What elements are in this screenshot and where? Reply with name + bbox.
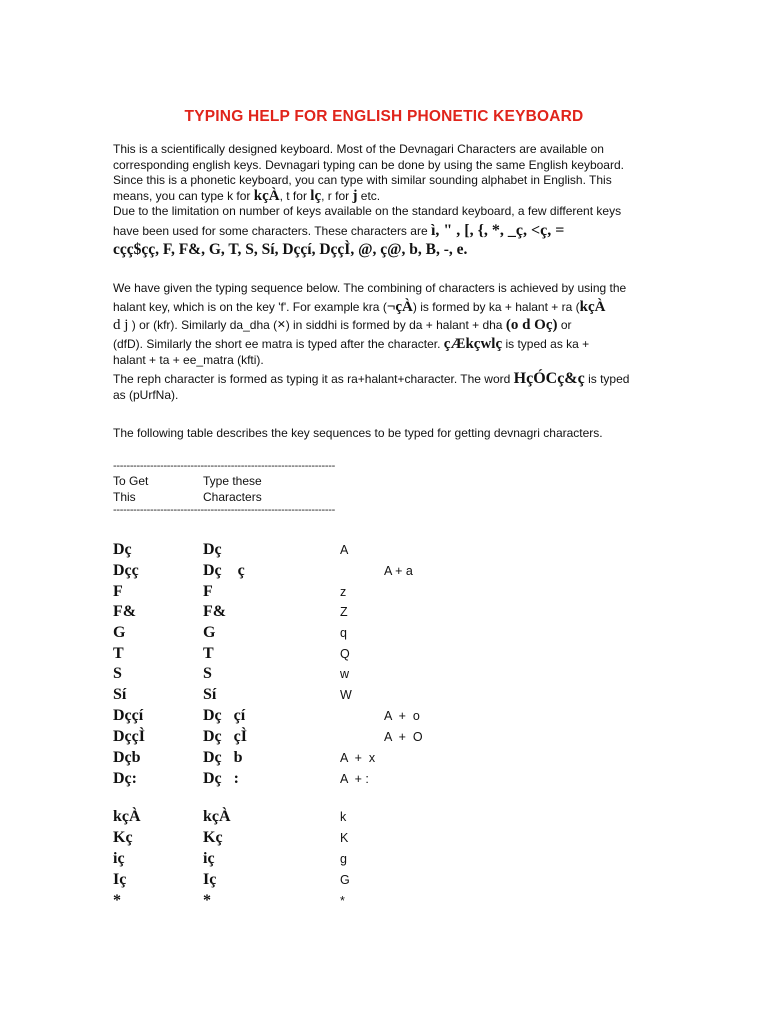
halant-text: ) or (kfr). Similarly da_dha ( bbox=[128, 318, 278, 332]
glyph-kra: ¬çÀ bbox=[386, 298, 413, 315]
cell-type: Dç ç bbox=[203, 562, 245, 579]
cell-type: Dç b bbox=[203, 749, 243, 766]
intro-line bbox=[113, 223, 653, 240]
glyph-ddha: × bbox=[277, 317, 286, 333]
cell-keys: * bbox=[340, 894, 345, 908]
halant-text: (dfD). Similarly the short ee matra is typed after the character. bbox=[113, 336, 444, 351]
cell-get: Kç bbox=[113, 829, 133, 846]
intro-text: means, you can type k for bbox=[113, 188, 254, 203]
intro-line: Since this is a phonetic keyboard, you can type with similar sounding alphabet in English. This bbox=[113, 173, 612, 187]
table-row bbox=[0, 770, 768, 790]
header-text: Type these bbox=[203, 474, 262, 488]
table-row bbox=[0, 728, 768, 748]
halant-line bbox=[113, 371, 653, 388]
intro-paragraph bbox=[113, 142, 653, 258]
intro-text: have been used for some characters. These characters are bbox=[113, 223, 431, 238]
cell-type: Dç çí bbox=[203, 707, 246, 724]
cell-keys: q bbox=[340, 626, 347, 640]
cell-get: Dç bbox=[113, 541, 132, 558]
glyph-da-halant-dha: (o d Oç) bbox=[505, 317, 558, 333]
halant-line bbox=[113, 317, 653, 334]
cell-keys: g bbox=[340, 852, 347, 866]
glyph-purna: HçÓCç&ç bbox=[513, 369, 585, 387]
header-text: Characters bbox=[203, 490, 262, 504]
table-row bbox=[0, 892, 768, 912]
cell-keys: k bbox=[340, 810, 347, 824]
cell-keys: A bbox=[340, 543, 349, 557]
separator-bottom: ------------------------------------------------------------------ bbox=[113, 504, 335, 516]
glyph-ra: j bbox=[352, 187, 358, 204]
cell-get: Dç: bbox=[113, 770, 137, 787]
glyph-ka: kçÀ bbox=[579, 298, 606, 315]
table-row bbox=[0, 871, 768, 891]
table-row bbox=[0, 624, 768, 644]
cell-get: kçÀ bbox=[113, 808, 141, 825]
cell-type: kçÀ bbox=[203, 808, 231, 825]
cell-keys: z bbox=[340, 585, 347, 599]
cell-get: Iç bbox=[113, 871, 127, 888]
cell-type: Dç çÌ bbox=[203, 728, 247, 745]
intro-line bbox=[113, 189, 653, 205]
cell-keys: Q bbox=[340, 647, 350, 661]
halant-line: We have given the typing sequence below. The combining of characters is achieved by using the bbox=[113, 281, 627, 295]
cell-keys: W bbox=[340, 688, 352, 702]
table-row bbox=[0, 665, 768, 685]
cell-keys: A + o bbox=[384, 709, 420, 723]
cell-keys: A + O bbox=[384, 730, 423, 744]
table-row bbox=[0, 829, 768, 849]
cell-type: iç bbox=[203, 850, 215, 867]
table-row bbox=[0, 686, 768, 706]
glyph-kti: çÆkçwlç bbox=[443, 335, 503, 352]
cell-get: S bbox=[113, 665, 122, 682]
intro-line: Due to the limitation on number of keys available on the standard keyboard, a few different keys bbox=[113, 204, 622, 218]
header-type-these bbox=[203, 473, 262, 505]
cell-type: Iç bbox=[203, 871, 217, 888]
halant-text: is typed as ka + bbox=[502, 336, 590, 351]
table-row bbox=[0, 808, 768, 828]
cell-get: Dçb bbox=[113, 749, 141, 766]
cell-type: F& bbox=[203, 603, 227, 620]
cell-keys: A + a bbox=[384, 564, 413, 578]
cell-get: G bbox=[113, 624, 126, 641]
special-characters: ì, " , [, {, *, _ç, <ç, = bbox=[430, 221, 565, 239]
intro-text: etc. bbox=[357, 188, 381, 203]
halant-text: The reph character is formed as typing it as ra+halant+character. The word bbox=[113, 371, 514, 386]
special-characters-line: cçç$çç, F, F&, G, T, S, Sí, Dççí, DççÌ, @, ç@, b, B, -, e. bbox=[113, 241, 468, 258]
table-row bbox=[0, 645, 768, 665]
cell-type: S bbox=[203, 665, 212, 682]
cell-keys: G bbox=[340, 873, 350, 887]
intro-text: , r for bbox=[321, 188, 353, 203]
header-text: To Get bbox=[113, 474, 149, 488]
cell-type: T bbox=[203, 645, 214, 662]
header-to-get bbox=[113, 473, 148, 505]
header-text: This bbox=[113, 490, 136, 504]
halant-text: ) is formed by ka + halant + ra ( bbox=[412, 299, 580, 314]
table-row bbox=[0, 562, 768, 582]
table-row bbox=[0, 603, 768, 623]
halant-text: or bbox=[557, 318, 572, 332]
cell-get: Sí bbox=[113, 686, 127, 703]
halant-text: ) in siddhi is formed by da + halant + dha bbox=[285, 318, 506, 332]
cell-get: iç bbox=[113, 850, 125, 867]
intro-line: This is a scientifically designed keyboard. Most of the Devnagari Characters are available on bbox=[113, 142, 604, 156]
cell-get: * bbox=[113, 892, 121, 909]
cell-type: Dç bbox=[203, 541, 222, 558]
cell-keys: A + x bbox=[340, 751, 376, 765]
table-row bbox=[0, 850, 768, 870]
cell-type: * bbox=[203, 892, 211, 909]
cell-keys: Z bbox=[340, 605, 348, 619]
halant-line: halant + ta + ee_matra (kfti). bbox=[113, 353, 264, 367]
glyph-halant-ra: d j bbox=[113, 317, 129, 333]
table-intro: The following table describes the key sequences to be typed for getting devnagri characters. bbox=[113, 426, 603, 440]
cell-keys: A + : bbox=[340, 772, 369, 786]
cell-get: Dçç bbox=[113, 562, 139, 579]
cell-get: Dççí bbox=[113, 707, 144, 724]
halant-paragraph bbox=[113, 280, 653, 404]
cell-get: F& bbox=[113, 603, 137, 620]
table-row bbox=[0, 707, 768, 727]
glyph-ta: lç bbox=[310, 187, 322, 204]
halant-line bbox=[113, 336, 653, 353]
halant-text: halant key, which is on the key 'f'. For example kra ( bbox=[113, 299, 387, 314]
cell-type: Dç : bbox=[203, 770, 239, 787]
table-row bbox=[0, 749, 768, 769]
cell-get: DççÌ bbox=[113, 728, 145, 745]
separator-top: ------------------------------------------------------------------ bbox=[113, 460, 335, 472]
cell-type: Sí bbox=[203, 686, 217, 703]
table-row bbox=[0, 583, 768, 603]
cell-type: F bbox=[203, 583, 213, 600]
halant-line: as (pUrfNa). bbox=[113, 388, 179, 402]
cell-get: F bbox=[113, 583, 123, 600]
halant-line bbox=[113, 299, 653, 316]
cell-keys: w bbox=[340, 667, 350, 681]
page-title: TYPING HELP FOR ENGLISH PHONETIC KEYBOARD bbox=[184, 108, 584, 125]
table-row bbox=[0, 541, 768, 561]
cell-keys: K bbox=[340, 831, 349, 845]
cell-type: G bbox=[203, 624, 216, 641]
glyph-ka: kçÀ bbox=[253, 187, 280, 204]
intro-line: corresponding english keys. Devnagari typing can be done by using the same English keyboard. bbox=[113, 157, 624, 172]
cell-type: Kç bbox=[203, 829, 223, 846]
halant-text: is typed bbox=[584, 371, 630, 386]
intro-text: , t for bbox=[279, 188, 311, 203]
cell-get: T bbox=[113, 645, 124, 662]
